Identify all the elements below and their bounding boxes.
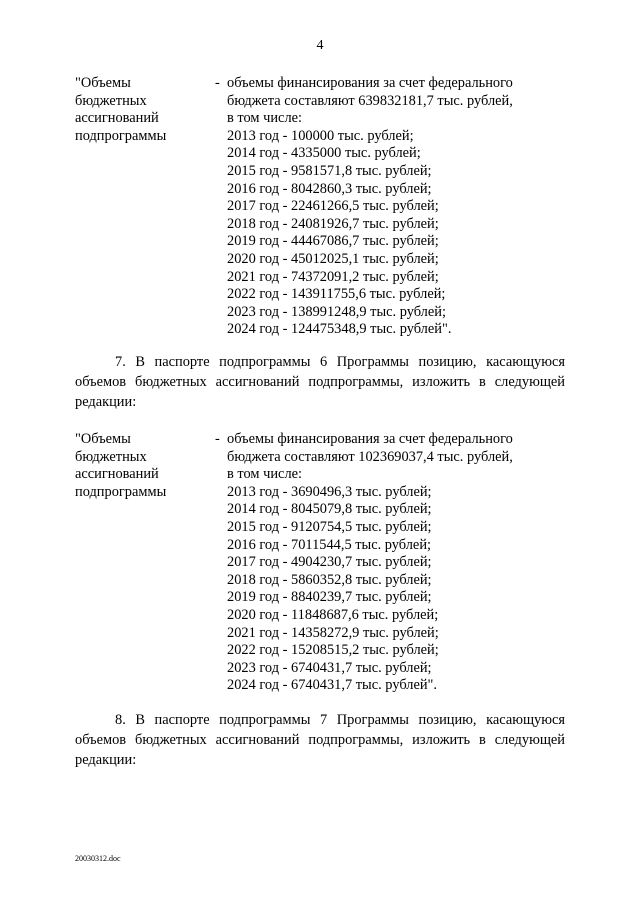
value-line: 2020 год - 45012025,1 тыс. рублей; [227, 250, 439, 267]
value-line: объемы финансирования за счет федерального [227, 431, 513, 447]
value-line: 2017 год - 22461266,5 тыс. рублей; [227, 198, 439, 215]
value-line: 2024 год - 124475348,9 тыс. рублей". [227, 321, 452, 338]
budget-block-2-values [227, 431, 567, 695]
value-line: 2016 год - 8042860,3 тыс. рублей; [227, 180, 432, 197]
value-line: объемы финансирования за счет федерального [227, 75, 513, 91]
label-line: "Объемы [75, 431, 131, 447]
value-line: 2014 год - 8045079,8 тыс. рублей; [227, 501, 432, 518]
value-line: 2015 год - 9120754,5 тыс. рублей; [227, 518, 432, 535]
value-line: 2015 год - 9581571,8 тыс. рублей; [227, 162, 432, 179]
page-number: 4 [316, 38, 324, 53]
budget-block-2 [75, 431, 565, 696]
value-line: 2020 год - 11848687,6 тыс. рублей; [227, 606, 439, 623]
footer-filename: 20030312.doc [75, 854, 121, 863]
paragraph-8-text: 8. В паспорте подпрограммы 7 Программы позицию, касающуюся объемов бюджетных ассигнований подпрограммы, изложить в следующей редакции: [75, 712, 565, 768]
value-line: 2016 год - 7011544,5 тыс. рублей; [227, 536, 432, 553]
value-line: 2023 год - 138991248,9 тыс. рублей; [227, 303, 446, 320]
budget-block-2-label [75, 431, 205, 501]
value-line: 2013 год - 3690496,3 тыс. рублей; [227, 483, 432, 500]
value-line: 2018 год - 5860352,8 тыс. рублей; [227, 571, 432, 588]
value-line: 2014 год - 4335000 тыс. рублей; [227, 145, 421, 162]
value-line: 2022 год - 15208515,2 тыс. рублей; [227, 642, 439, 659]
value-line: бюджета составляют 102369037,4 тыс. рублей, [227, 448, 513, 465]
value-line: 2021 год - 74372091,2 тыс. рублей; [227, 268, 439, 285]
label-line: ассигнований [75, 110, 159, 127]
dash: - [215, 75, 220, 91]
value-line: 2018 год - 24081926,7 тыс. рублей; [227, 215, 439, 232]
value-line: 2019 год - 8840239,7 тыс. рублей; [227, 589, 432, 606]
value-line: в том числе: [227, 466, 303, 483]
budget-block-1-values [227, 75, 567, 339]
label-line: подпрограммы [75, 483, 167, 500]
dash: - [215, 431, 220, 447]
value-line: 2022 год - 143911755,6 тыс. рублей; [227, 286, 446, 303]
label-line: "Объемы [75, 75, 131, 91]
value-line: 2021 год - 14358272,9 тыс. рублей; [227, 624, 439, 641]
budget-block-1-label [75, 75, 205, 145]
label-line: бюджетных [75, 448, 147, 465]
value-line: 2023 год - 6740431,7 тыс. рублей; [227, 659, 432, 676]
label-line: ассигнований [75, 466, 159, 483]
value-line: 2019 год - 44467086,7 тыс. рублей; [227, 233, 439, 250]
budget-block-1 [75, 75, 565, 340]
label-line: подпрограммы [75, 127, 167, 144]
paragraph-8 [75, 710, 565, 770]
value-line: в том числе: [227, 110, 303, 127]
paragraph-7-text: 7. В паспорте подпрограммы 6 Программы позицию, касающуюся объемов бюджетных ассигнований подпрограммы, изложить в следующей редакции: [75, 354, 565, 410]
paragraph-7 [75, 352, 565, 412]
label-line: бюджетных [75, 92, 147, 109]
value-line: 2013 год - 100000 тыс. рублей; [227, 127, 414, 144]
value-line: 2017 год - 4904230,7 тыс. рублей; [227, 554, 432, 571]
value-line: бюджета составляют 639832181,7 тыс. рублей, [227, 92, 513, 109]
value-line: 2024 год - 6740431,7 тыс. рублей". [227, 677, 438, 694]
